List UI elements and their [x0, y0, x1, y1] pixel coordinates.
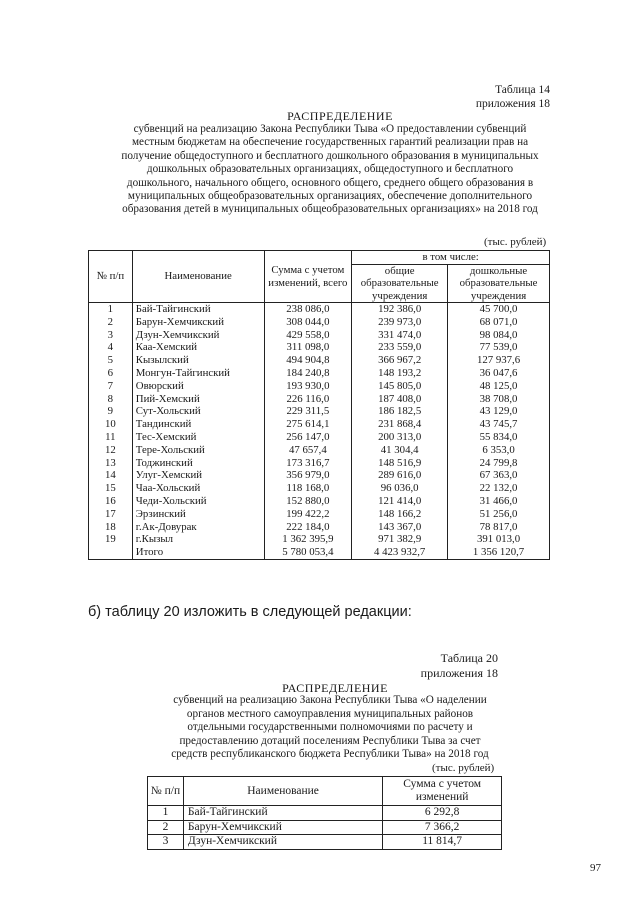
table14-caption-line1: Таблица 14 [495, 84, 550, 96]
desc-line: дошкольного, начального общего, основного общего, среднего общего образования в [126, 176, 534, 189]
table-row [89, 367, 550, 380]
table-row [89, 444, 550, 457]
table-row [89, 418, 550, 431]
cell-num: 2 [89, 316, 133, 329]
cell-name: Чеди-Хольский [132, 495, 264, 508]
desc-line: муниципальных общеобразовательных организациях, обеспечение дополнительного [127, 190, 533, 203]
cell-name: Барун-Хемчикский [132, 316, 264, 329]
col-header-name: Наименование [183, 777, 382, 806]
table14-description [100, 123, 560, 217]
cell-general: 971 382,9 [352, 533, 448, 546]
desc-line: получение общедоступного и бесплатного дошкольного образования в муниципальных [121, 149, 539, 162]
cell-sum: 173 316,7 [264, 457, 352, 470]
cell-num: 8 [89, 393, 133, 406]
cell-sum: 199 422,2 [264, 508, 352, 521]
cell-sum: 275 614,1 [264, 418, 352, 431]
cell-general: 41 304,4 [352, 444, 448, 457]
cell-preschool: 48 125,0 [448, 380, 550, 393]
cell-preschool: 78 817,0 [448, 521, 550, 534]
cell-sum: 308 044,0 [264, 316, 352, 329]
cell-sum: 7 366,2 [383, 820, 502, 835]
cell-preschool: 45 700,0 [448, 303, 550, 316]
cell-sum: 184 240,8 [264, 367, 352, 380]
cell-name: Чаа-Хольский [132, 482, 264, 495]
cell-general: 186 182,5 [352, 405, 448, 418]
cell-name: Каа-Хемский [132, 341, 264, 354]
table20-title: РАСПРЕДЕЛЕНИЕ [282, 681, 388, 695]
table14-title: РАСПРЕДЕЛЕНИЕ [287, 109, 393, 123]
cell-sum: 193 930,0 [264, 380, 352, 393]
table-row [89, 316, 550, 329]
cell-general: 96 036,0 [352, 482, 448, 495]
cell-name: Бай-Тайгинский [132, 303, 264, 316]
table-row [89, 482, 550, 495]
cell-name: Тоджинский [132, 457, 264, 470]
cell-num: 7 [89, 380, 133, 393]
cell-num: 12 [89, 444, 133, 457]
cell-general: 4 423 932,7 [352, 546, 448, 559]
cell-sum: 494 904,8 [264, 354, 352, 367]
cell-name: Тандинский [132, 418, 264, 431]
cell-preschool: 55 834,0 [448, 431, 550, 444]
cell-num: 6 [89, 367, 133, 380]
col-header-name: Наименование [132, 251, 264, 303]
cell-num: 19 [89, 533, 133, 546]
cell-name: Дзун-Хемчикский [132, 329, 264, 342]
cell-preschool: 391 013,0 [448, 533, 550, 546]
table20-caption [380, 651, 498, 680]
cell-preschool: 98 084,0 [448, 329, 550, 342]
cell-general: 121 414,0 [352, 495, 448, 508]
desc-line: средств республиканского бюджета Республики Тыва» на 2018 год [171, 748, 489, 761]
desc-line: местным бюджетам на обеспечение государственных гарантий реализации прав на [131, 136, 529, 149]
col-header-general: общие образовательные учреждения [352, 264, 448, 303]
cell-general: 187 408,0 [352, 393, 448, 406]
cell-name: Итого [132, 546, 264, 559]
cell-preschool: 67 363,0 [448, 469, 550, 482]
desc-line: образования детей в муниципальных общеобразовательных организациях» на 2018 год [122, 203, 538, 216]
col-header-sum: Сумма с учетом изменений, всего [264, 251, 352, 303]
col-header-num: № п/п [148, 777, 184, 806]
table-row [89, 546, 550, 559]
table14-caption [420, 83, 550, 111]
cell-sum: 238 086,0 [264, 303, 352, 316]
table-row [89, 469, 550, 482]
cell-num: 13 [89, 457, 133, 470]
table-row [148, 820, 502, 835]
cell-preschool: 51 256,0 [448, 508, 550, 521]
cell-sum: 11 814,7 [383, 835, 502, 850]
cell-general: 145 805,0 [352, 380, 448, 393]
cell-sum: 256 147,0 [264, 431, 352, 444]
cell-num: 9 [89, 405, 133, 418]
col-header-including: в том числе: [352, 251, 550, 265]
cell-num: 14 [89, 469, 133, 482]
cell-name: г.Кызыл [132, 533, 264, 546]
table20-caption-line2: приложения 18 [420, 665, 498, 680]
cell-preschool: 31 466,0 [448, 495, 550, 508]
table-row [89, 380, 550, 393]
section-heading: б) таблицу 20 изложить в следующей редакции: [88, 604, 412, 620]
cell-num: 18 [89, 521, 133, 534]
desc-line: субвенций на реализацию Закона Республики Тыва «О наделении [173, 694, 487, 706]
desc-line: отдельными государственными полномочиями по расчету и [187, 721, 473, 734]
cell-preschool: 43 129,0 [448, 405, 550, 418]
cell-general: 366 967,2 [352, 354, 448, 367]
table-row [148, 806, 502, 821]
col-header-preschool: дошкольные образовательные учреждения [448, 264, 550, 303]
table-row [89, 303, 550, 316]
cell-num: 17 [89, 508, 133, 521]
desc-line: дошкольных образовательных организациях, общедоступного и бесплатного [146, 163, 514, 176]
cell-sum: 152 880,0 [264, 495, 352, 508]
cell-name: Пий-Хемский [132, 393, 264, 406]
cell-num: 10 [89, 418, 133, 431]
cell-name: Тес-Хемский [132, 431, 264, 444]
cell-preschool: 24 799,8 [448, 457, 550, 470]
cell-name: Дзун-Хемчикский [183, 835, 382, 850]
cell-num: 15 [89, 482, 133, 495]
cell-num: 3 [148, 835, 184, 850]
col-header-num: № п/п [89, 251, 133, 303]
table-row [89, 393, 550, 406]
desc-line: предоставлению дотаций поселениям Республики Тыва за счет [179, 734, 481, 747]
cell-general: 289 616,0 [352, 469, 448, 482]
table-row [89, 533, 550, 546]
cell-sum: 229 311,5 [264, 405, 352, 418]
table-row [89, 508, 550, 521]
table-row [89, 405, 550, 418]
table14-caption-line2: приложения 18 [475, 98, 550, 110]
cell-sum: 118 168,0 [264, 482, 352, 495]
cell-preschool: 1 356 120,7 [448, 546, 550, 559]
cell-name: г.Ак-Довурак [132, 521, 264, 534]
cell-sum: 47 657,4 [264, 444, 352, 457]
table14 [88, 250, 550, 560]
cell-name: Барун-Хемчикский [183, 820, 382, 835]
cell-sum: 6 292,8 [383, 806, 502, 821]
cell-sum: 429 558,0 [264, 329, 352, 342]
cell-num: 3 [89, 329, 133, 342]
cell-name: Сут-Хольский [132, 405, 264, 418]
table-row [89, 329, 550, 342]
table20 [147, 776, 502, 850]
cell-general: 331 474,0 [352, 329, 448, 342]
cell-sum: 5 780 053,4 [264, 546, 352, 559]
desc-line: субвенций на реализацию Закона Республики Тыва «О предоставлении субвенций [133, 123, 527, 135]
cell-num: 1 [89, 303, 133, 316]
cell-name: Кызылский [132, 354, 264, 367]
cell-general: 148 516,9 [352, 457, 448, 470]
cell-sum: 222 184,0 [264, 521, 352, 534]
cell-sum: 311 098,0 [264, 341, 352, 354]
cell-preschool: 6 353,0 [448, 444, 550, 457]
cell-general: 192 386,0 [352, 303, 448, 316]
cell-general: 233 559,0 [352, 341, 448, 354]
cell-name: Тере-Хольский [132, 444, 264, 457]
desc-line: органов местного самоуправления муниципальных районов [186, 707, 474, 720]
table-row [89, 341, 550, 354]
cell-preschool: 68 071,0 [448, 316, 550, 329]
table-row [89, 495, 550, 508]
page-number: 97 [590, 862, 601, 874]
cell-preschool: 36 047,6 [448, 367, 550, 380]
cell-num: 11 [89, 431, 133, 444]
cell-sum: 356 979,0 [264, 469, 352, 482]
cell-preschool: 22 132,0 [448, 482, 550, 495]
cell-num [89, 546, 133, 559]
table-row [89, 457, 550, 470]
table20-units: (тыс. рублей) [432, 762, 495, 774]
cell-name: Овюрский [132, 380, 264, 393]
cell-general: 143 367,0 [352, 521, 448, 534]
table20-description [140, 694, 520, 762]
cell-num: 4 [89, 341, 133, 354]
cell-general: 231 868,4 [352, 418, 448, 431]
cell-general: 239 973,0 [352, 316, 448, 329]
cell-sum: 1 362 395,9 [264, 533, 352, 546]
table20-caption-line1: Таблица 20 [440, 651, 498, 665]
cell-general: 200 313,0 [352, 431, 448, 444]
cell-preschool: 77 539,0 [448, 341, 550, 354]
table-row [89, 354, 550, 367]
cell-general: 148 166,2 [352, 508, 448, 521]
cell-preschool: 38 708,0 [448, 393, 550, 406]
cell-name: Монгун-Тайгинский [132, 367, 264, 380]
cell-sum: 226 116,0 [264, 393, 352, 406]
table-row [89, 521, 550, 534]
cell-num: 16 [89, 495, 133, 508]
cell-name: Эрзинский [132, 508, 264, 521]
cell-name: Бай-Тайгинский [183, 806, 382, 821]
cell-num: 5 [89, 354, 133, 367]
cell-name: Улуг-Хемский [132, 469, 264, 482]
table-row [89, 431, 550, 444]
table-row [148, 835, 502, 850]
cell-preschool: 43 745,7 [448, 418, 550, 431]
table14-units: (тыс. рублей) [484, 236, 547, 248]
cell-num: 1 [148, 806, 184, 821]
col-header-sum: Сумма с учетом изменений [383, 777, 502, 806]
cell-general: 148 193,2 [352, 367, 448, 380]
cell-preschool: 127 937,6 [448, 354, 550, 367]
cell-num: 2 [148, 820, 184, 835]
